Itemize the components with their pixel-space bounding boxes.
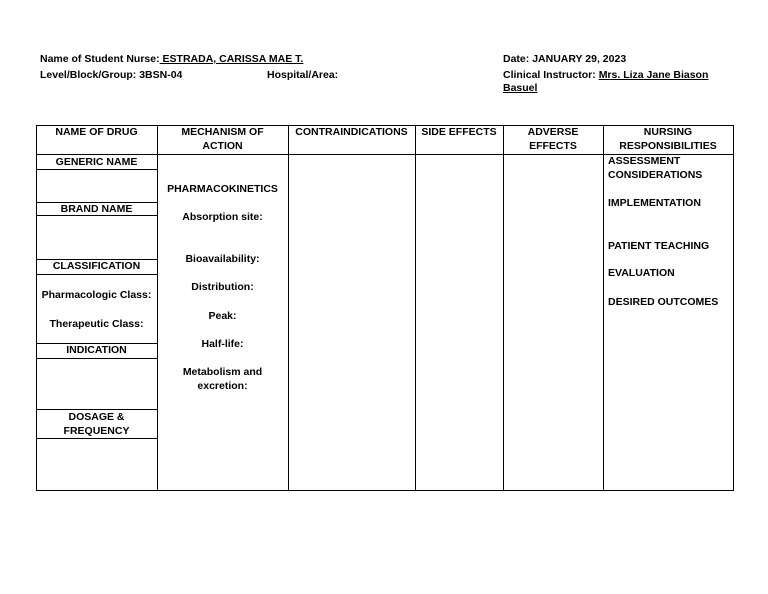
col-border	[288, 125, 289, 491]
pharmacologic-class-label: Pharmacologic Class:	[41, 289, 152, 301]
col-border	[415, 125, 416, 491]
ci-value: Mrs. Liza Jane Biason	[598, 69, 709, 81]
hospital-label: Hospital/Area:	[267, 69, 339, 81]
generic-name-label: GENERIC NAME	[55, 156, 138, 168]
bioavailability-label: Bioavailability:	[185, 253, 260, 265]
absorption-site-label: Absorption site:	[182, 211, 263, 223]
desired-outcomes-label: DESIRED OUTCOMES	[608, 296, 719, 308]
row-border	[36, 438, 157, 439]
date-field	[503, 53, 626, 65]
dosage-label-line1: DOSAGE &	[68, 411, 125, 423]
ci-value-continued: Basuel	[503, 82, 538, 94]
pharmacokinetics-label: PHARMACOKINETICS	[167, 183, 278, 195]
implementation-label: IMPLEMENTATION	[608, 197, 701, 209]
brand-name-label: BRAND NAME	[60, 203, 133, 215]
col-border	[603, 125, 604, 491]
col-header-mechanism-line2: ACTION	[202, 140, 243, 152]
col-border	[733, 125, 734, 491]
evaluation-label: EVALUATION	[608, 267, 675, 279]
half-life-label: Half-life:	[201, 338, 244, 350]
level-field	[40, 69, 182, 81]
distribution-label: Distribution:	[191, 281, 254, 293]
student-nurse-value: ESTRADA, CARISSA MAE T.	[159, 53, 304, 65]
col-header-contraindications: CONTRAINDICATIONS	[295, 126, 408, 138]
date-label: Date:	[503, 53, 530, 65]
level-label: Level/Block/Group:	[40, 69, 137, 81]
col-header-adverse-line1: ADVERSE	[527, 126, 579, 138]
row-border	[36, 274, 157, 275]
assessment-label-line2: CONSIDERATIONS	[608, 169, 703, 181]
col-border	[157, 125, 158, 491]
dosage-label-line2: FREQUENCY	[63, 425, 130, 437]
assessment-label-line1: ASSESSMENT	[608, 155, 681, 167]
col-header-side-effects: SIDE EFFECTS	[421, 126, 497, 138]
level-value: 3BSN-04	[139, 69, 183, 81]
clinical-instructor-field	[503, 69, 708, 81]
metabolism-label-line1: Metabolism and	[182, 366, 263, 378]
indication-label: INDICATION	[66, 344, 127, 356]
metabolism-label-line2: excretion:	[197, 380, 248, 392]
therapeutic-class-label: Therapeutic Class:	[49, 318, 144, 330]
col-header-drug: NAME OF DRUG	[55, 126, 138, 138]
col-border	[503, 125, 504, 491]
student-nurse-field	[40, 53, 303, 65]
ci-label: Clinical Instructor:	[503, 69, 596, 81]
col-header-nursing-line2: RESPONSIBILITIES	[619, 140, 717, 152]
col-header-adverse-line2: EFFECTS	[529, 140, 577, 152]
row-border	[36, 358, 157, 359]
patient-teaching-label: PATIENT TEACHING	[608, 240, 710, 252]
table-bottom-border	[36, 490, 734, 491]
row-border	[36, 169, 157, 170]
classification-label: CLASSIFICATION	[52, 260, 141, 272]
student-nurse-label: Name of Student Nurse:	[40, 53, 160, 65]
peak-label: Peak:	[208, 310, 237, 322]
date-value: JANUARY 29, 2023	[532, 53, 627, 65]
col-header-nursing-line1: NURSING	[643, 126, 693, 138]
col-header-mechanism-line1: MECHANISM OF	[181, 126, 264, 138]
